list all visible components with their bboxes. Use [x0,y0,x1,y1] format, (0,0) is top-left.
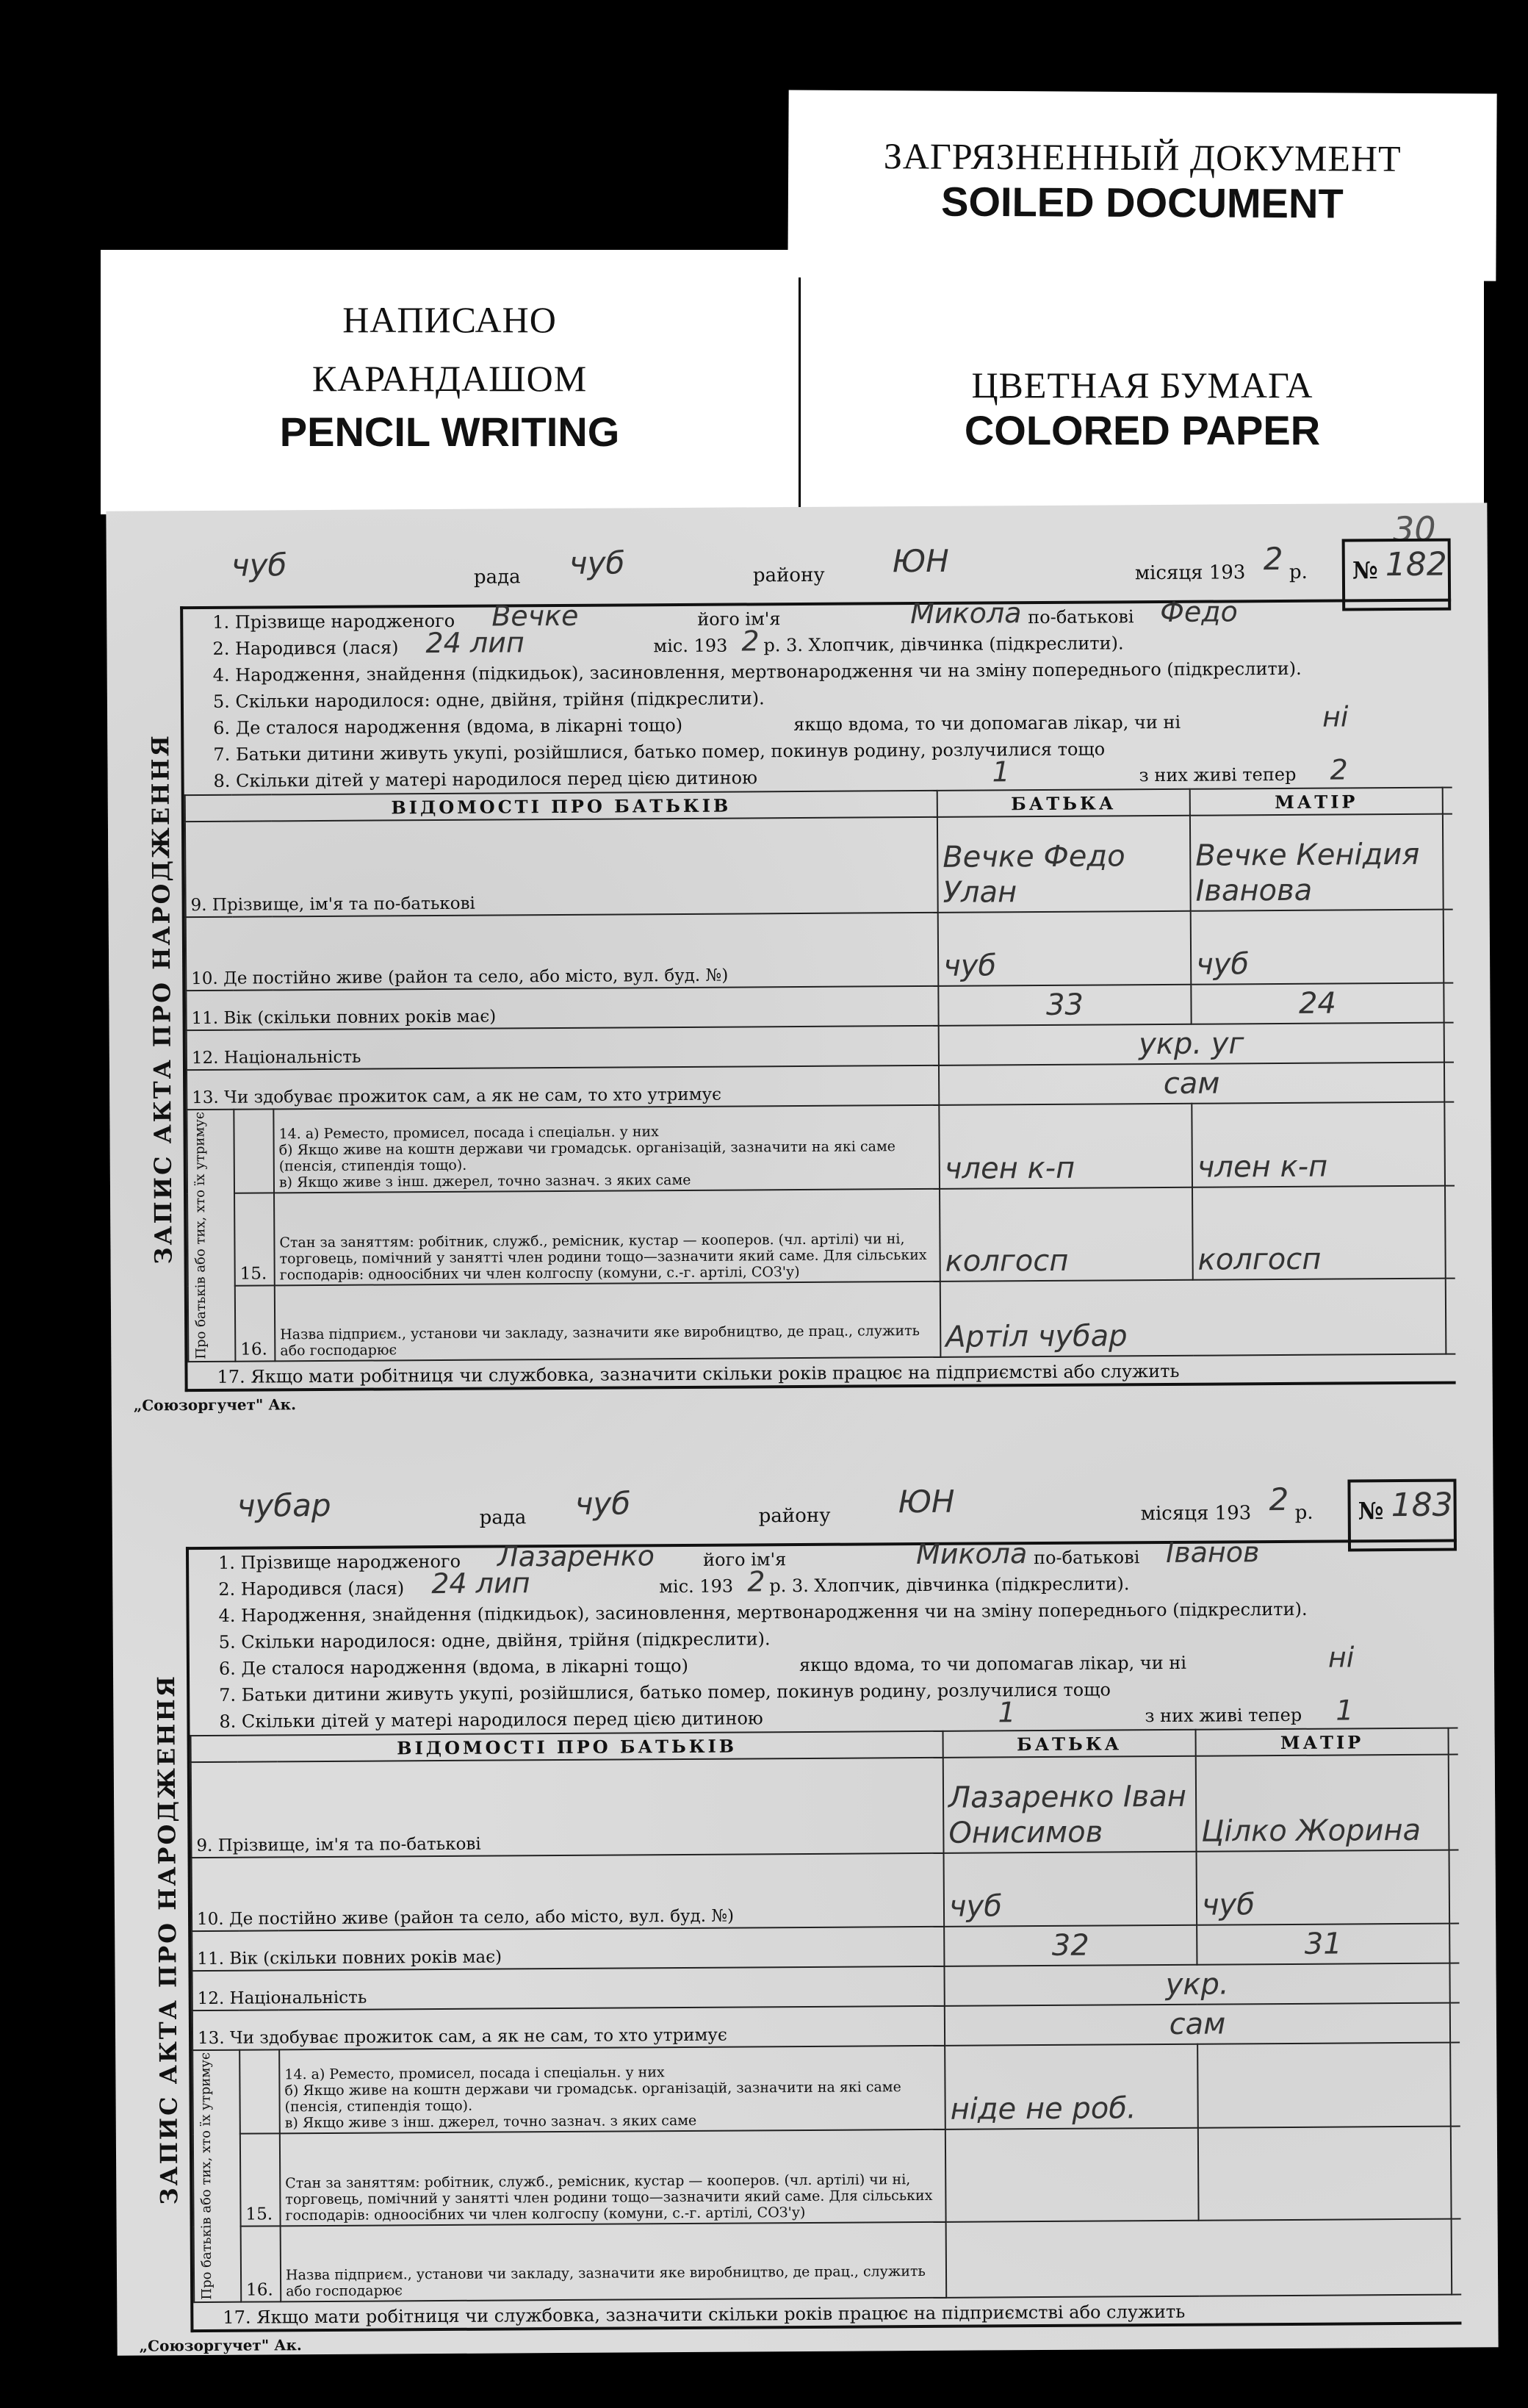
hand-year: 2 [1269,1481,1289,1518]
raion-label: району [758,1504,831,1528]
line-6: 6. Де сталося народження (вдома, в лікарні тощо) якщо вдома, то чи допомагав лікар, чи ні ні [213,700,1349,738]
hand-doctor: ні [1322,700,1349,733]
row-15-num: 15. [240,2134,281,2226]
hand-mother-name: Цілко Жорина [1196,1755,1449,1852]
hand-org: Артіл чубар [940,1279,1446,1357]
rada-label: рада [479,1506,527,1529]
printer-mark: „Союзоргучет" Ак. [139,2335,302,2355]
hand-mother-14 [1197,2043,1451,2128]
hand-village: чуб [231,547,287,583]
label-ru-1: НАПИСАНО [342,299,557,340]
hand-father-15: колгосп [940,1187,1193,1282]
hand-father-14: член к-п [939,1104,1192,1189]
label-ru: ЦВЕТНАЯ БУМАГА [971,364,1313,406]
hand-born: 24 лип [425,626,525,660]
birth-record-1 [129,540,1456,1415]
hand-mother-age: 31 [1197,1924,1449,1965]
hand-name: Микола [915,1537,1028,1571]
row-15-num: 15. [234,1193,275,1286]
hand-rada: чуб [574,1485,631,1522]
hand-mother-name: Вечке Кенідия Іванова [1190,814,1444,911]
row-14-label: 14. а) Реместо, промисел, посада і спеціальн. у них б) Якщо живе на коштн держави чи громадськ. організацій, зазначити на які саме (пенсія, стипендія тощо). в) Якщо живе з інш. джерел, точно зазнач. з яких саме [279,2046,945,2134]
label-en: SOILED DOCUMENT [940,178,1344,227]
hand-nationality: укр. [944,1963,1449,2006]
line-7: 7. Батьки дитини живуть укупі, розійшлися, батько помер, покинув родину, розлучилися тощо [213,738,1106,765]
no-label: № [1358,1497,1384,1525]
line-2: 2. Народився (лася) 24 лип міс. 193 2 р. 3. Хлопчик, дівчинка (підкреслити). [212,625,1124,660]
hand-org [946,2218,1452,2297]
th-father: БАТЬКА [937,789,1190,817]
row-13-label: 13. Чи здобуває прожиток сам, а як не сам, то хто утримує [187,1065,939,1110]
hand-raion: ЮН [898,1483,955,1520]
hand-father-age: 32 [944,1925,1197,1966]
hand-number: 182 [1385,545,1447,584]
line-7: 7. Батьки дитини живуть укупі, розійшлися, батько помер, покинув родину, розлучилися тощо [219,1679,1111,1706]
hand-father-place: чуб [938,911,1192,986]
record-frame [146,595,1455,1392]
row-17: 17. Якщо мати робітниця чи службовка, зазначити скільки років працює на підприємстві або служить [223,2301,1186,2328]
hand-mother-place: чуб [1191,910,1444,985]
hand-father-name: Лазаренко Іван Онисимов [943,1756,1197,1853]
hand-self: сам [945,2003,1450,2046]
hand-father-age: 33 [938,985,1191,1026]
hand-born: 24 лип [431,1567,530,1600]
row-12-label: 12. Національність [192,1966,944,2010]
row-16-label: Назва підприєм., установи чи закладу, зазначити яке виробництво, де прац., служить або господарює [281,2222,947,2301]
label-ru-2: КАРАНДАШОМ [311,358,588,399]
hand-nationality: укр. уг [939,1023,1444,1065]
r-label: р. [1289,561,1308,583]
colored-paper-label [801,272,1484,514]
record-frame [152,1536,1461,2332]
line-4: 4. Народження, знайдення (підкидьок), засиновлення, мертвонародження чи на зміну попереднього (підкреслити). [218,1598,1308,1626]
row-13-label: 13. Чи здобуває прожиток сам, а як не сам, то хто утримує [192,2006,945,2050]
page-number: 30 [1392,508,1436,550]
hand-father-place: чуб [944,1852,1197,1927]
pencil-writing-label [101,250,799,514]
row-15-label: Стан за заняттям: робітник, служб., ремісник, кустар — кооперов. (чл. артілі) чи ні, торговець, помічний у занятті член родини тощо—зазначити який саме. Для сільських господарів: одноосібних чи член колгоспу (комуни, с.-г. артілі, СОЗ'у) [274,1189,940,1285]
side-label: Про батьків або тих, хто їх утримує [198,2052,215,2300]
line-6: 6. Де сталося народження (вдома, в лікарні тощо) якщо вдома, то чи допомагав лікар, чи ні ні [218,1641,1355,1679]
line-8: 8. Скільки дітей у матері народилося перед цією дитиною 1 з них живі тепер 1 [219,1694,1354,1732]
hand-children-before: 1 [998,1696,1016,1729]
hand-mother-age: 24 [1191,983,1444,1024]
hand-mother-14: член к-п [1192,1102,1445,1187]
th-mother: МАТІР [1196,1728,1449,1756]
hand-father-15 [945,2128,1199,2222]
printer-mark: „Союзоргучет" Ак. [133,1395,297,1415]
rada-label: рада [473,566,521,589]
hand-year2: 2 [747,1565,765,1598]
th-info: ВІДОМОСТІ ПРО БАТЬКІВ [191,1731,943,1762]
hand-mother-place: чуб [1197,1850,1450,1925]
row-11-label: 11. Вік (скільки повних років має) [186,986,938,1030]
row-14-num [239,2049,280,2134]
row-10-label: 10. Де постійно живе (район та село, або місто, вул. буд. №) [186,913,939,991]
month-label: місяця 193 [1134,561,1246,585]
raion-label: району [752,564,825,587]
hand-raion: ЮН [892,542,949,580]
soiled-document-label [788,90,1496,281]
hand-doctor: ні [1327,1641,1355,1674]
th-mother: МАТІР [1190,788,1443,816]
row-12-label: 12. Національність [187,1026,939,1070]
hand-alive: 2 [1330,753,1348,786]
row-9-label: 9. Прізвище, ім'я та по-батькові [185,817,938,917]
parents-table [190,1728,1462,2303]
birth-record-2 [134,1481,1461,2355]
hand-children-before: 1 [992,755,1010,788]
hand-village: чубар [237,1487,331,1524]
hand-rada: чуб [569,545,625,581]
row-16-num: 16. [235,1285,275,1361]
line-4: 4. Народження, знайдення (підкидьок), засиновлення, мертвонародження чи на зміну попереднього (підкреслити). [212,658,1302,686]
hand-father-name: Вечке Федо Улан [937,816,1191,913]
line-1: 1. Прізвище народженого Вечке його ім'я Микола по-батькові Федо [212,595,1238,633]
label-en: PENCIL WRITING [279,409,620,455]
label-ru: ЗАГРЯЗНЕННЫЙ ДОКУМЕНТ [883,135,1402,179]
hand-year2: 2 [741,625,760,658]
row-17: 17. Якщо мати робітниця чи службовка, зазначити скільки років працює на підприємстві або служить [217,1360,1180,1387]
record-header [129,540,1451,607]
label-en: COLORED PAPER [964,407,1321,453]
hand-name: Микола [910,597,1022,630]
hand-patronymic: Іванов [1165,1536,1260,1569]
hand-mother-15 [1198,2127,1452,2221]
hand-patronymic: Федо [1160,595,1238,629]
hand-alive: 1 [1336,1694,1354,1727]
row-11-label: 11. Вік (скільки повних років має) [192,1927,944,1971]
vertical-title: ЗАПИС АКТА ПРО НАРОДЖЕННЯ [152,1674,184,2205]
row-16-label: Назва підприєм., установи чи закладу, зазначити яке виробництво, де прац., служить або господарює [275,1282,941,1361]
hand-surname: Лазаренко [497,1539,655,1573]
hand-mother-15: колгосп [1192,1186,1446,1280]
hand-year: 2 [1263,540,1283,578]
line-8: 8. Скільки дітей у матері народилося перед цією дитиною 1 з них живі тепер 2 [213,753,1348,791]
hand-father-14: ніде не роб. [945,2044,1198,2130]
no-label: № [1352,556,1378,585]
row-10-label: 10. Де постійно живе (район та село, або місто, вул. буд. №) [192,1853,945,1931]
row-9-label: 9. Прізвище, ім'я та по-батькові [191,1758,944,1858]
line-1: 1. Прізвище народженого Лазаренко його ім'я Микола по-батькові Іванов [218,1536,1260,1573]
row-14-label: 14. а) Реместо, промисел, посада і спеціальн. у них б) Якщо живе на коштн держави чи громадськ. організацій, зазначити на які саме (пенсія, стипендія тощо). в) Якщо живе з інш. джерел, точно зазнач. з яких саме [273,1105,940,1193]
hand-self: сам [939,1063,1444,1105]
side-label: Про батьків або тих, хто їх утримує [192,1111,209,1359]
th-father: БАТЬКА [943,1730,1196,1758]
month-label: місяця 193 [1140,1502,1252,1525]
r-label: р. [1294,1501,1313,1524]
hand-surname: Вечке [491,599,579,633]
parents-table [184,787,1456,1362]
hand-number: 183 [1391,1486,1453,1525]
line-2: 2. Народився (лася) 24 лип міс. 193 2 р. 3. Хлопчик, дівчинка (підкреслити). [218,1565,1130,1600]
row-16-num: 16. [241,2226,281,2301]
row-14-num [234,1109,274,1193]
row-15-label: Стан за заняттям: робітник, служб., ремісник, кустар — кооперов. (чл. артілі) чи ні, торговець, помічний у занятті член родини тощо—зазначити який саме. Для сільських господарів: одноосібних чи член колгоспу (комуни, с.-г. артілі, СОЗ'у) [280,2130,946,2226]
vertical-title: ЗАПИС АКТА ПРО НАРОДЖЕННЯ [146,733,178,1265]
line-5: 5. Скільки народилося: одне, двійня, трійня (підкреслити). [212,688,765,712]
line-5: 5. Скільки народилося: одне, двійня, трійня (підкреслити). [218,1628,771,1653]
document-sheet [106,503,1498,2355]
th-info: ВІДОМОСТІ ПРО БАТЬКІВ [185,791,937,822]
